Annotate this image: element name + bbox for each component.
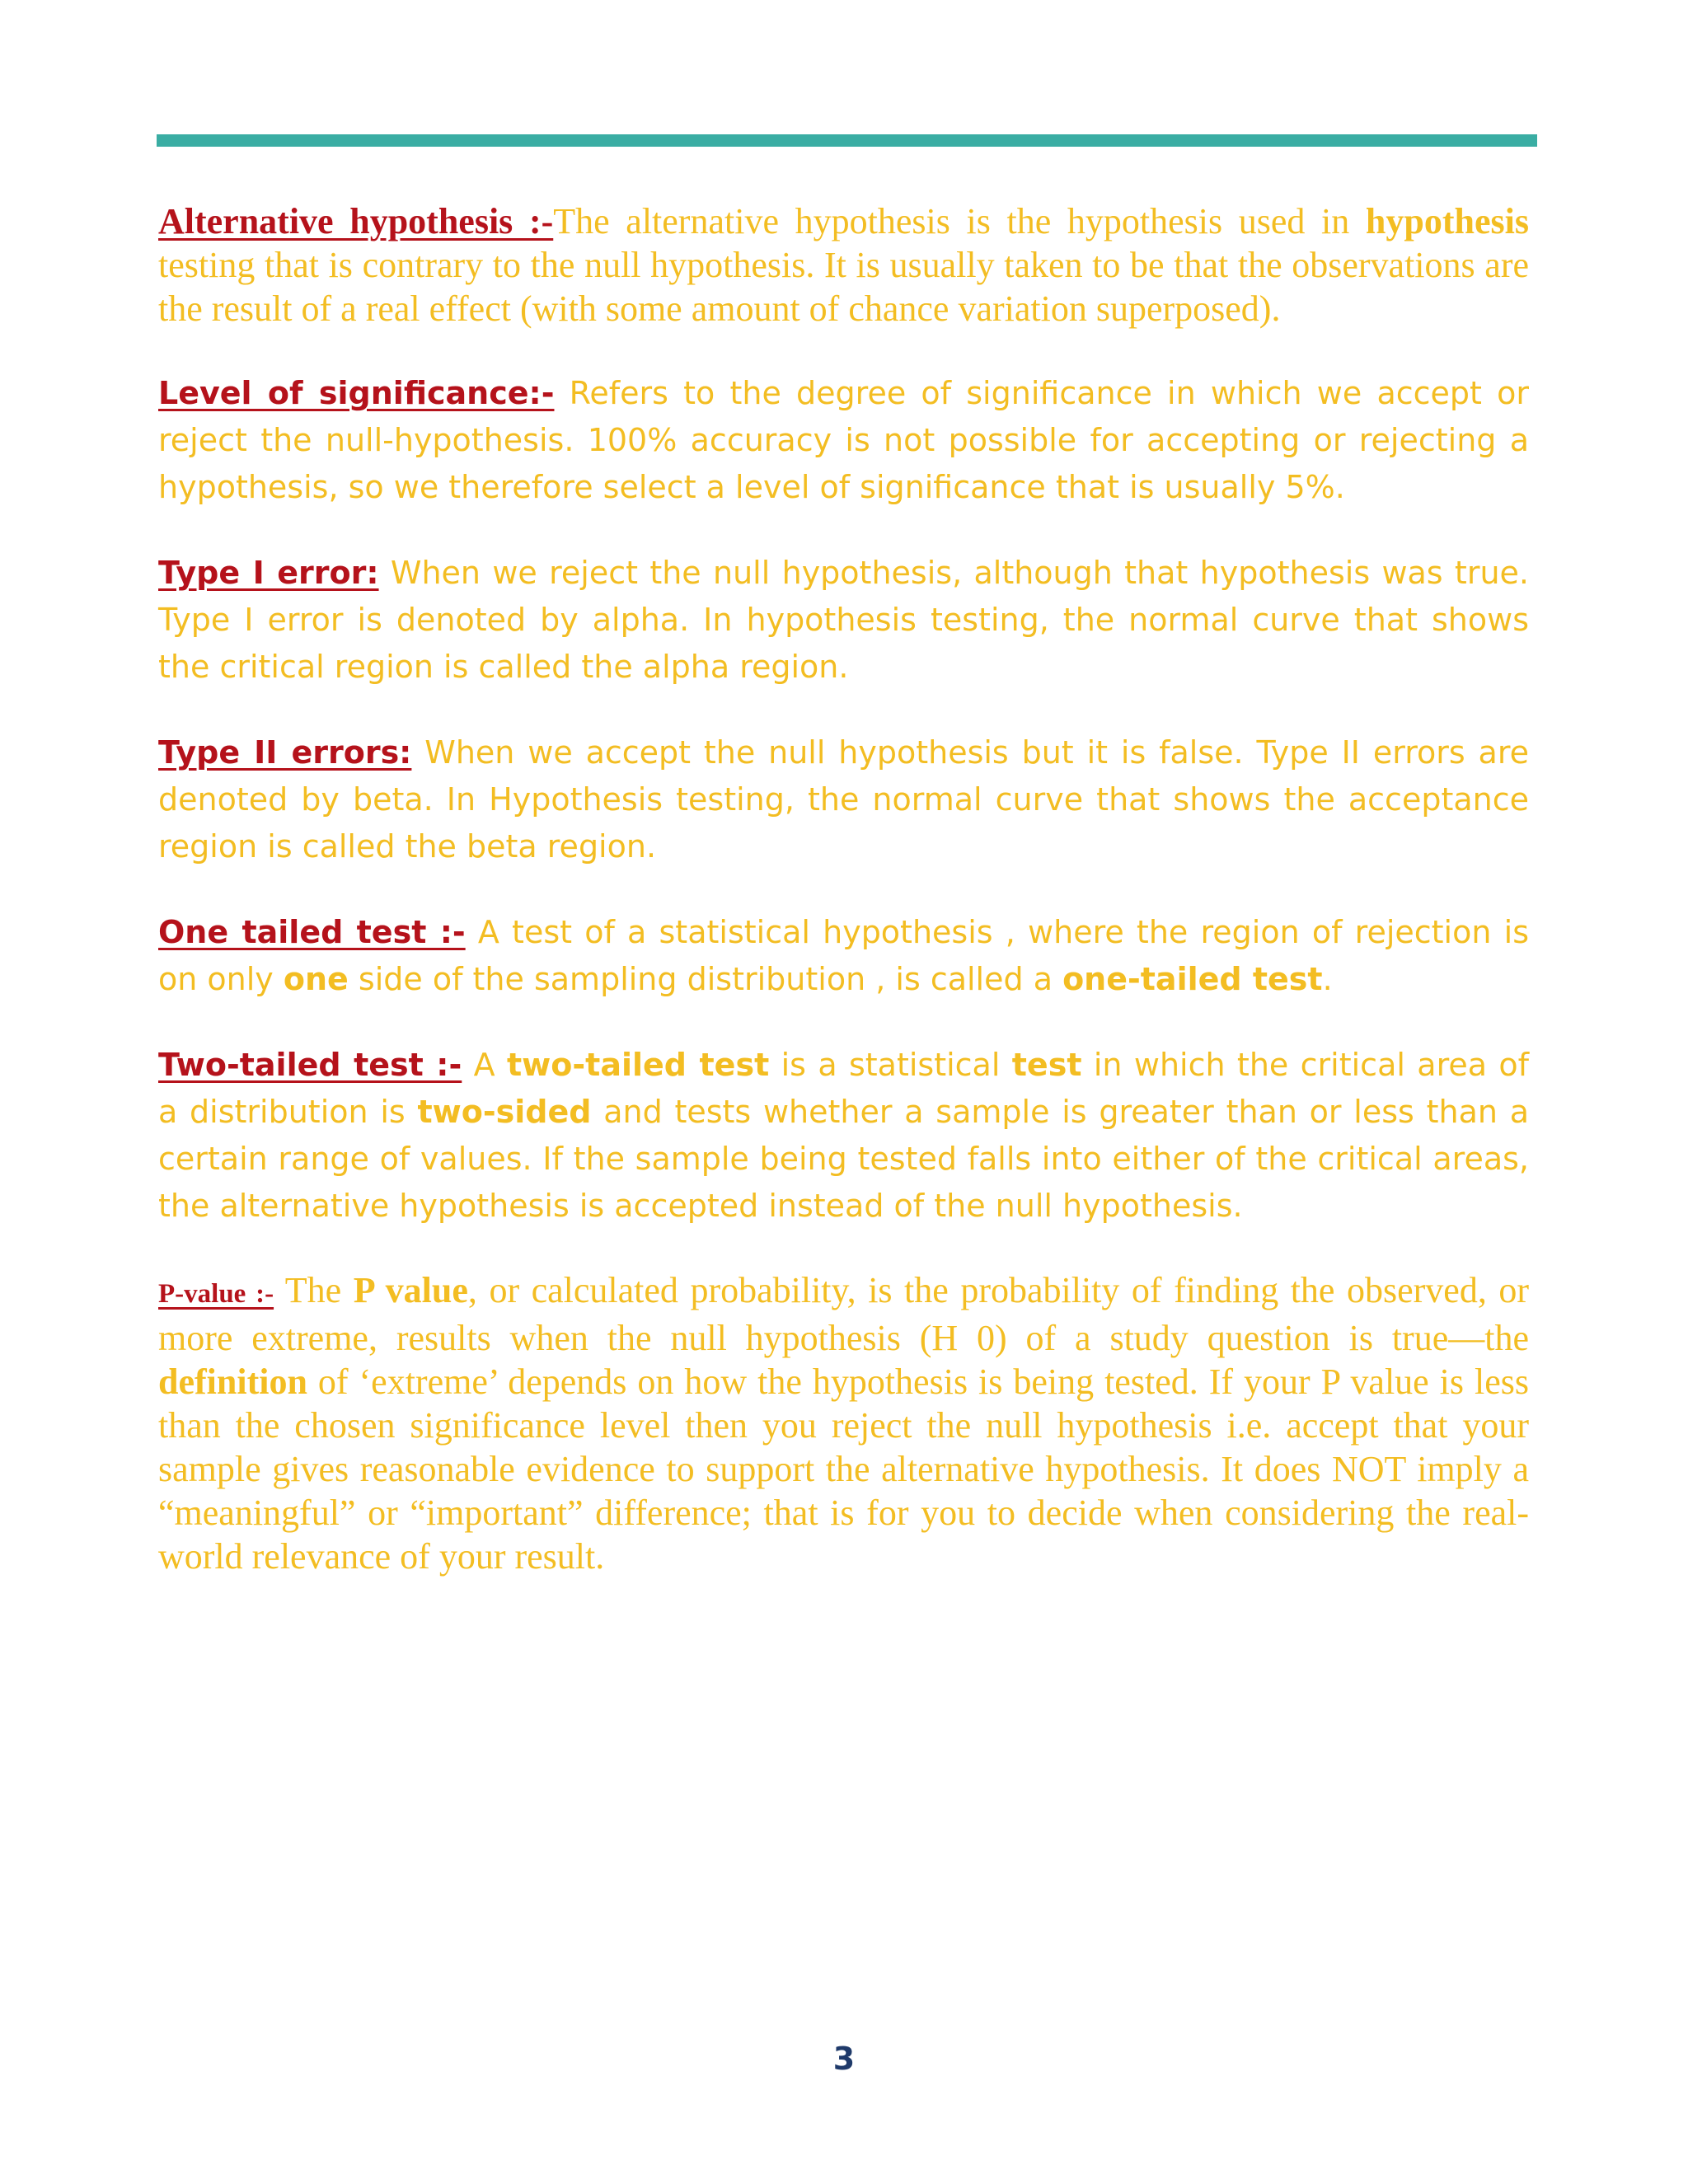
bold-text: two-tailed test [507, 1047, 770, 1083]
term-two-tailed-test: Two-tailed test :- [158, 1047, 462, 1083]
header-rule [157, 134, 1537, 147]
paragraph-p-value [158, 1268, 1529, 1578]
bold-text: definition [158, 1361, 307, 1402]
bold-text: two-sided [417, 1094, 592, 1130]
text: A [462, 1047, 508, 1083]
text: Refers to the degree of significance in which we accept or reject the null-hypothesis. 100% accuracy is not possible for accepting or rejecting a hypothesis, so we therefore select a level of significance that is usually 5%. [158, 375, 1530, 505]
text: The alternative hypothesis is the hypothesis used in [553, 201, 1366, 241]
term-type-i-error: Type I error: [158, 555, 379, 591]
text: When we accept the null hypothesis but it is false. Type II errors are denoted by beta. In Hypothesis testing, the normal curve that shows the acceptance region is called the beta region. [158, 734, 1529, 865]
text: of ‘extreme’ depends on how the hypothesis is being tested. If your P value is less than the chosen significance level then you reject the null hypothesis i.e. accept that your sample gives reasonable evidence to support the alternative hypothesis. It does NOT imply a “meaningful” or “important” difference; that is for you to decide when considering the real-world relevance of your result. [158, 1361, 1529, 1577]
term-alternative-hypothesis: Alternative hypothesis :- [158, 201, 554, 241]
page-number: 3 [832, 2041, 856, 2077]
paragraph-two-tailed-test [158, 1042, 1529, 1230]
text: side of the sampling distribution , is called a [348, 961, 1063, 997]
bold-text: P value [353, 1270, 468, 1310]
paragraph-level-of-significance [158, 370, 1529, 511]
text: is a statistical [769, 1047, 1012, 1083]
paragraph-one-tailed-test [158, 909, 1529, 1003]
paragraph-type-i-error [158, 550, 1529, 691]
text: and tests whether a sample is greater than or less than a certain range of values. If the sample being tested falls into either of the critical areas, the alternative hypothesis is accepted instead of the null hypothesis. [158, 1094, 1529, 1224]
term-one-tailed-test: One tailed test :- [158, 914, 466, 950]
term-p-value: P-value :- [158, 1279, 274, 1309]
text: A test of a statistical hypothesis , where the region of rejection is on only [158, 914, 1529, 997]
text: testing that is contrary to the null hypothesis. It is usually taken to be that the observations are the result of a real effect (with some amount of chance variation superposed). [158, 245, 1529, 329]
bold-text: test [1011, 1047, 1082, 1083]
bold-text: one-tailed test [1062, 961, 1323, 997]
bold-text: hypothesis [1365, 201, 1529, 241]
bold-text: one [283, 961, 349, 997]
text: , or calculated probability, is the probability of finding the observed, or more extreme, results when the null hypothesis (H 0) of a study question is true—the [158, 1270, 1529, 1358]
text: in which the critical area of a distribution is [158, 1047, 1530, 1130]
text: When we reject the null hypothesis, although that hypothesis was true. Type I error is denoted by alpha. In hypothesis testing, the normal curve that shows the critical region is called the alpha region. [158, 555, 1529, 685]
term-level-of-significance: Level of significance:- [158, 375, 555, 411]
text: The [274, 1270, 354, 1310]
term-type-ii-errors: Type II errors: [158, 734, 412, 771]
document-body [158, 199, 1529, 1578]
paragraph-type-ii-errors [158, 729, 1529, 870]
paragraph-alternative-hypothesis [158, 199, 1529, 330]
text: . [1322, 961, 1333, 997]
